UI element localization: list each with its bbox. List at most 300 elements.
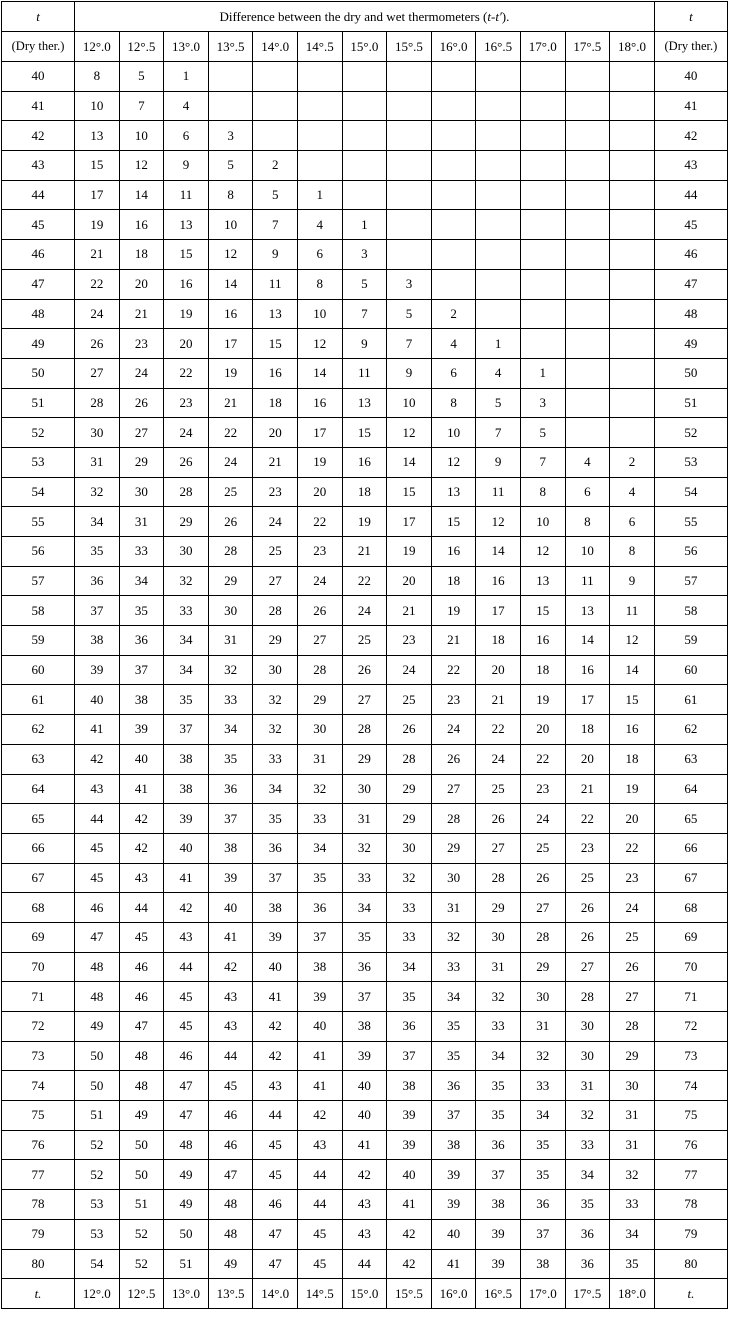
- table-cell: 37: [253, 863, 298, 893]
- table-cell: 25: [610, 922, 655, 952]
- table-cell: 17: [476, 596, 521, 626]
- table-cell: 39: [387, 1101, 432, 1131]
- table-cell: 45: [253, 1160, 298, 1190]
- table-row: [2, 922, 728, 952]
- dry-temp-left: 45: [2, 210, 75, 240]
- table-cell: 18: [119, 240, 164, 270]
- table-cell: 21: [387, 596, 432, 626]
- table-cell: 18: [520, 655, 565, 685]
- table-cell: [342, 91, 387, 121]
- table-cell: 29: [476, 893, 521, 923]
- dry-temp-right: 62: [654, 715, 727, 745]
- table-cell: 15: [164, 240, 209, 270]
- table-cell: 41: [75, 715, 120, 745]
- table-cell: 30: [208, 596, 253, 626]
- table-cell: 45: [297, 1219, 342, 1249]
- dry-temp-right: 58: [654, 596, 727, 626]
- table-cell: 29: [610, 1041, 655, 1071]
- dry-temp-left: 71: [2, 982, 75, 1012]
- column-header: 17°.0: [520, 32, 565, 62]
- table-cell: 49: [119, 1101, 164, 1131]
- table-cell: 30: [431, 863, 476, 893]
- table-cell: 40: [75, 685, 120, 715]
- table-cell: 10: [297, 299, 342, 329]
- table-cell: 28: [297, 655, 342, 685]
- table-cell: 23: [565, 833, 610, 863]
- column-footer: 13°.0: [164, 1279, 209, 1309]
- table-cell: 28: [387, 744, 432, 774]
- table-cell: 47: [253, 1249, 298, 1279]
- dry-temp-right: 66: [654, 833, 727, 863]
- dry-temp-left: 80: [2, 1249, 75, 1279]
- dry-temp-left: 67: [2, 863, 75, 893]
- dry-temp-left: 77: [2, 1160, 75, 1190]
- table-cell: [431, 269, 476, 299]
- column-header: 17°.5: [565, 32, 610, 62]
- table-cell: 35: [164, 685, 209, 715]
- table-cell: 34: [253, 774, 298, 804]
- table-cell: 18: [342, 477, 387, 507]
- table-cell: 4: [431, 329, 476, 359]
- table-cell: 16: [208, 299, 253, 329]
- column-footer: 12°.5: [119, 1279, 164, 1309]
- table-row: [2, 596, 728, 626]
- table-cell: 34: [164, 655, 209, 685]
- dry-temp-left: 47: [2, 269, 75, 299]
- table-cell: 30: [119, 477, 164, 507]
- dry-temp-left: 54: [2, 477, 75, 507]
- table-cell: 4: [476, 358, 521, 388]
- table-cell: 38: [342, 1012, 387, 1042]
- dry-temp-left: 75: [2, 1101, 75, 1131]
- table-cell: 33: [119, 537, 164, 567]
- table-cell: [520, 121, 565, 151]
- dry-temp-left: 55: [2, 507, 75, 537]
- table-cell: 9: [387, 358, 432, 388]
- table-cell: 48: [208, 1219, 253, 1249]
- table-cell: [476, 91, 521, 121]
- caption-variable: t-t′: [487, 8, 502, 24]
- table-cell: 52: [119, 1249, 164, 1279]
- table-cell: 35: [387, 982, 432, 1012]
- table-row: [2, 715, 728, 745]
- table-cell: 24: [520, 804, 565, 834]
- table-row: [2, 566, 728, 596]
- table-cell: [610, 91, 655, 121]
- table-cell: 42: [208, 952, 253, 982]
- table-cell: 20: [476, 655, 521, 685]
- table-cell: [565, 151, 610, 181]
- column-footer: 18°.0: [610, 1279, 655, 1309]
- table-cell: 12: [520, 537, 565, 567]
- table-cell: 26: [610, 952, 655, 982]
- table-cell: 22: [297, 507, 342, 537]
- table-row: [2, 744, 728, 774]
- table-cell: 24: [342, 596, 387, 626]
- dry-temp-right: 72: [654, 1012, 727, 1042]
- table-cell: 43: [119, 863, 164, 893]
- table-cell: 50: [119, 1130, 164, 1160]
- table-row: [2, 804, 728, 834]
- table-cell: [565, 210, 610, 240]
- table-cell: 28: [610, 1012, 655, 1042]
- table-cell: 33: [610, 1190, 655, 1220]
- dry-temp-right: 46: [654, 240, 727, 270]
- table-cell: 42: [342, 1160, 387, 1190]
- table-cell: [387, 91, 432, 121]
- table-cell: 39: [476, 1249, 521, 1279]
- table-cell: [520, 62, 565, 92]
- table-cell: 41: [342, 1130, 387, 1160]
- table-cell: 52: [119, 1219, 164, 1249]
- table-cell: 15: [431, 507, 476, 537]
- table-cell: [476, 180, 521, 210]
- column-header: 12°.5: [119, 32, 164, 62]
- table-row: [2, 774, 728, 804]
- table-cell: [476, 121, 521, 151]
- table-cell: 24: [297, 566, 342, 596]
- table-cell: 24: [387, 655, 432, 685]
- table-cell: 26: [164, 447, 209, 477]
- table-cell: 51: [75, 1101, 120, 1131]
- table-cell: [565, 240, 610, 270]
- dry-temp-left: 49: [2, 329, 75, 359]
- dry-temp-left: 41: [2, 91, 75, 121]
- table-cell: 36: [387, 1012, 432, 1042]
- table-cell: [476, 299, 521, 329]
- table-row: [2, 388, 728, 418]
- table-cell: [297, 91, 342, 121]
- table-cell: [610, 180, 655, 210]
- table-row: [2, 151, 728, 181]
- table-cell: 45: [75, 833, 120, 863]
- table-row: [2, 1071, 728, 1101]
- table-cell: 27: [75, 358, 120, 388]
- left-t-header: t: [2, 2, 75, 32]
- table-cell: 3: [387, 269, 432, 299]
- table-cell: 16: [431, 537, 476, 567]
- table-cell: 17: [387, 507, 432, 537]
- table-cell: 14: [610, 655, 655, 685]
- table-cell: 46: [164, 1041, 209, 1071]
- table-cell: 52: [75, 1130, 120, 1160]
- dry-temp-right: 60: [654, 655, 727, 685]
- table-row: [2, 299, 728, 329]
- table-cell: 35: [342, 922, 387, 952]
- table-cell: 38: [164, 744, 209, 774]
- table-row: [2, 507, 728, 537]
- dry-temp-left: 44: [2, 180, 75, 210]
- table-cell: 19: [208, 358, 253, 388]
- table-cell: [610, 121, 655, 151]
- table-cell: 38: [164, 774, 209, 804]
- dry-temp-right: 43: [654, 151, 727, 181]
- table-cell: 15: [520, 596, 565, 626]
- table-cell: 41: [253, 982, 298, 1012]
- table-cell: 27: [297, 626, 342, 656]
- table-cell: 39: [387, 1130, 432, 1160]
- table-cell: 2: [253, 151, 298, 181]
- table-cell: 37: [208, 804, 253, 834]
- table-cell: [610, 210, 655, 240]
- dry-temp-left: 58: [2, 596, 75, 626]
- dry-temp-left: 50: [2, 358, 75, 388]
- table-cell: 11: [476, 477, 521, 507]
- table-cell: 34: [387, 952, 432, 982]
- table-cell: 41: [431, 1249, 476, 1279]
- table-cell: 27: [342, 685, 387, 715]
- table-cell: 46: [208, 1101, 253, 1131]
- dry-temp-right: 65: [654, 804, 727, 834]
- table-cell: 26: [565, 922, 610, 952]
- table-cell: 9: [476, 447, 521, 477]
- table-cell: 22: [476, 715, 521, 745]
- table-row: [2, 1249, 728, 1279]
- table-cell: 49: [164, 1160, 209, 1190]
- table-cell: 16: [342, 447, 387, 477]
- table-cell: 10: [119, 121, 164, 151]
- table-cell: 1: [476, 329, 521, 359]
- dry-temp-right: 50: [654, 358, 727, 388]
- table-cell: 21: [476, 685, 521, 715]
- table-cell: 30: [610, 1071, 655, 1101]
- table-cell: [431, 91, 476, 121]
- table-cell: 16: [253, 358, 298, 388]
- table-row: [2, 1160, 728, 1190]
- table-cell: 2: [431, 299, 476, 329]
- table-cell: 38: [253, 893, 298, 923]
- table-cell: 32: [610, 1160, 655, 1190]
- right-t-footer: t.: [654, 1279, 727, 1309]
- table-cell: 12: [297, 329, 342, 359]
- table-cell: [431, 62, 476, 92]
- table-cell: 6: [431, 358, 476, 388]
- table-cell: 27: [565, 952, 610, 982]
- table-cell: 50: [119, 1160, 164, 1190]
- table-cell: [387, 240, 432, 270]
- table-cell: 27: [119, 418, 164, 448]
- table-row: [2, 210, 728, 240]
- table-cell: 30: [297, 715, 342, 745]
- table-cell: 40: [387, 1160, 432, 1190]
- table-cell: 12: [208, 240, 253, 270]
- dry-temp-left: 72: [2, 1012, 75, 1042]
- table-cell: 35: [297, 863, 342, 893]
- dry-temp-right: 44: [654, 180, 727, 210]
- table-cell: [387, 62, 432, 92]
- table-cell: 40: [342, 1071, 387, 1101]
- table-cell: 45: [297, 1249, 342, 1279]
- table-cell: 34: [431, 982, 476, 1012]
- table-cell: 35: [610, 1249, 655, 1279]
- table-cell: [520, 151, 565, 181]
- table-cell: 51: [164, 1249, 209, 1279]
- table-cell: 11: [342, 358, 387, 388]
- table-cell: 28: [164, 477, 209, 507]
- table-cell: 33: [565, 1130, 610, 1160]
- dry-temp-left: 48: [2, 299, 75, 329]
- table-cell: 40: [208, 893, 253, 923]
- column-header: 16°.0: [431, 32, 476, 62]
- table-cell: 10: [387, 388, 432, 418]
- dry-temp-right: 52: [654, 418, 727, 448]
- table-cell: 31: [75, 447, 120, 477]
- table-cell: 9: [610, 566, 655, 596]
- dry-temp-right: 56: [654, 537, 727, 567]
- table-cell: 48: [119, 1041, 164, 1071]
- table-cell: 3: [342, 240, 387, 270]
- dry-temp-right: 54: [654, 477, 727, 507]
- table-cell: 35: [253, 804, 298, 834]
- table-cell: 22: [431, 655, 476, 685]
- table-cell: 12: [610, 626, 655, 656]
- table-cell: 32: [297, 774, 342, 804]
- table-cell: 21: [75, 240, 120, 270]
- table-cell: 12: [476, 507, 521, 537]
- table-cell: 36: [75, 566, 120, 596]
- table-cell: 32: [342, 833, 387, 863]
- column-header: 13°.0: [164, 32, 209, 62]
- table-cell: 23: [119, 329, 164, 359]
- table-cell: 15: [253, 329, 298, 359]
- table-row: [2, 626, 728, 656]
- table-cell: 35: [476, 1071, 521, 1101]
- table-cell: 41: [297, 1071, 342, 1101]
- table-cell: 44: [297, 1190, 342, 1220]
- table-cell: 37: [520, 1219, 565, 1249]
- table-cell: [476, 269, 521, 299]
- table-cell: 5: [208, 151, 253, 181]
- table-cell: 28: [476, 863, 521, 893]
- table-cell: [431, 180, 476, 210]
- table-cell: 38: [431, 1130, 476, 1160]
- table-cell: 20: [297, 477, 342, 507]
- table-cell: 33: [253, 744, 298, 774]
- table-cell: 13: [253, 299, 298, 329]
- dry-temp-left: 74: [2, 1071, 75, 1101]
- table-cell: 29: [387, 774, 432, 804]
- table-cell: 32: [75, 477, 120, 507]
- table-cell: 40: [164, 833, 209, 863]
- table-cell: 35: [476, 1101, 521, 1131]
- table-cell: 44: [253, 1101, 298, 1131]
- dry-temp-left: 63: [2, 744, 75, 774]
- table-cell: 20: [253, 418, 298, 448]
- table-cell: 44: [75, 804, 120, 834]
- table-cell: 8: [75, 62, 120, 92]
- table-cell: 16: [164, 269, 209, 299]
- table-cell: 5: [476, 388, 521, 418]
- table-cell: 47: [164, 1071, 209, 1101]
- table-cell: [387, 180, 432, 210]
- table-cell: 4: [297, 210, 342, 240]
- table-cell: 7: [342, 299, 387, 329]
- table-cell: [297, 151, 342, 181]
- table-cell: 2: [610, 447, 655, 477]
- table-cell: [431, 210, 476, 240]
- table-cell: [520, 91, 565, 121]
- dry-temp-right: 47: [654, 269, 727, 299]
- table-cell: 5: [342, 269, 387, 299]
- table-cell: 30: [253, 655, 298, 685]
- table-cell: 46: [119, 982, 164, 1012]
- table-cell: 49: [208, 1249, 253, 1279]
- table-cell: 24: [119, 358, 164, 388]
- table-cell: 26: [565, 893, 610, 923]
- dry-temp-left: 56: [2, 537, 75, 567]
- table-cell: 13: [431, 477, 476, 507]
- table-cell: 25: [208, 477, 253, 507]
- table-cell: 42: [253, 1041, 298, 1071]
- column-footer: 16°.5: [476, 1279, 521, 1309]
- table-cell: 26: [520, 863, 565, 893]
- table-cell: 36: [253, 833, 298, 863]
- table-cell: [610, 240, 655, 270]
- dry-temp-left: 52: [2, 418, 75, 448]
- table-cell: 39: [208, 863, 253, 893]
- table-cell: 33: [342, 863, 387, 893]
- table-cell: 24: [253, 507, 298, 537]
- table-cell: 53: [75, 1190, 120, 1220]
- table-cell: [520, 240, 565, 270]
- table-cell: 32: [520, 1041, 565, 1071]
- table-header: [2, 2, 728, 62]
- table-cell: 37: [164, 715, 209, 745]
- table-cell: 30: [520, 982, 565, 1012]
- table-cell: 24: [164, 418, 209, 448]
- table-cell: 50: [75, 1071, 120, 1101]
- table-cell: 25: [342, 626, 387, 656]
- table-cell: 39: [476, 1219, 521, 1249]
- table-cell: [610, 299, 655, 329]
- table-cell: 39: [342, 1041, 387, 1071]
- table-cell: 18: [610, 744, 655, 774]
- dry-temp-left: 78: [2, 1190, 75, 1220]
- table-row: [2, 1041, 728, 1071]
- table-cell: 32: [565, 1101, 610, 1131]
- table-cell: [565, 388, 610, 418]
- table-cell: 20: [610, 804, 655, 834]
- dry-temp-right: 41: [654, 91, 727, 121]
- column-footer: 12°.0: [75, 1279, 120, 1309]
- table-cell: 22: [520, 744, 565, 774]
- table-cell: 9: [253, 240, 298, 270]
- table-cell: 26: [387, 715, 432, 745]
- column-footer: 13°.5: [208, 1279, 253, 1309]
- table-cell: 30: [565, 1041, 610, 1071]
- dry-temp-right: 59: [654, 626, 727, 656]
- table-cell: 1: [342, 210, 387, 240]
- table-cell: 32: [253, 715, 298, 745]
- caption-suffix: ).: [501, 8, 510, 24]
- table-cell: 30: [75, 418, 120, 448]
- table-cell: 24: [610, 893, 655, 923]
- dry-temp-right: 49: [654, 329, 727, 359]
- table-cell: 41: [387, 1190, 432, 1220]
- table-cell: 53: [75, 1219, 120, 1249]
- table-cell: 47: [164, 1101, 209, 1131]
- table-cell: 1: [164, 62, 209, 92]
- table-cell: 35: [119, 596, 164, 626]
- table-cell: 13: [342, 388, 387, 418]
- table-cell: 34: [119, 566, 164, 596]
- table-cell: 15: [342, 418, 387, 448]
- table-cell: 5: [520, 418, 565, 448]
- table-cell: 4: [565, 447, 610, 477]
- dry-temp-right: 40: [654, 62, 727, 92]
- column-header: 14°.5: [297, 32, 342, 62]
- table-cell: [610, 388, 655, 418]
